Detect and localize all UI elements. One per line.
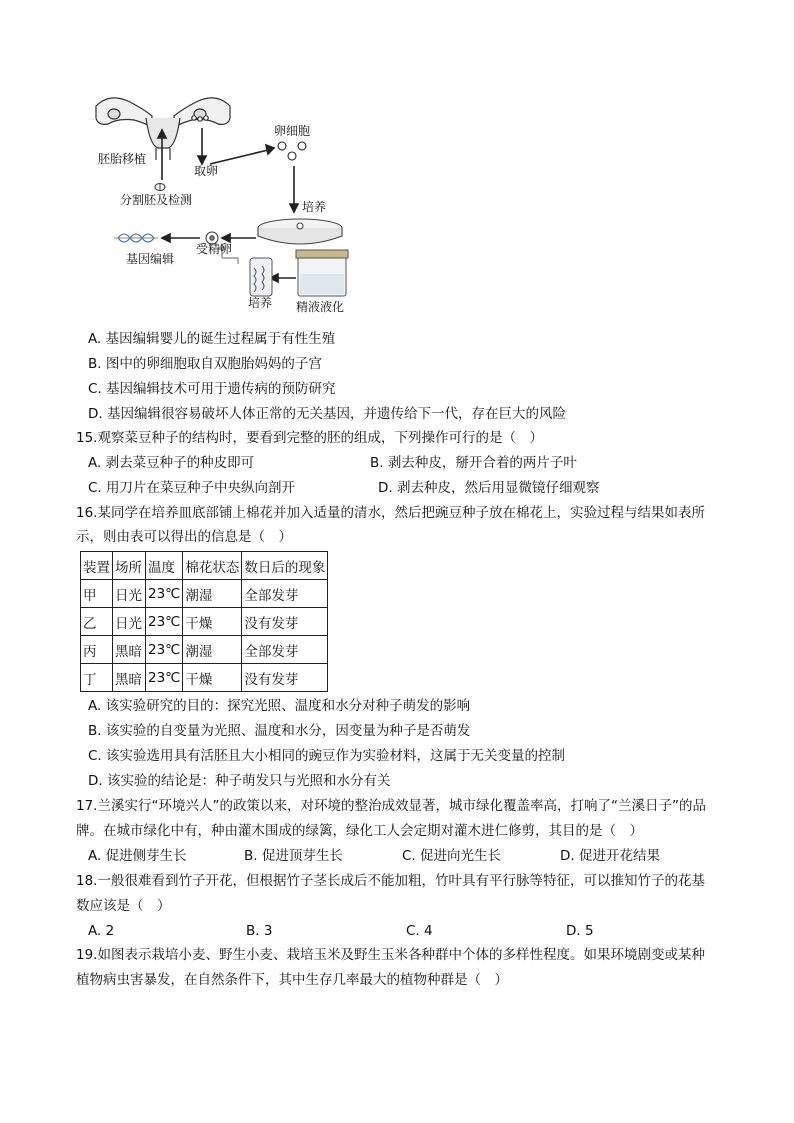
table-cell: 丁 — [81, 664, 113, 692]
table-row — [81, 664, 328, 692]
table-cell: 23℃ — [146, 636, 183, 664]
table-cell: 没有发芽 — [242, 664, 328, 692]
q17-option-d: D. 促进开花结果 — [560, 848, 660, 864]
q17-stem-line1: 17.兰溪实行“环境兴人”的政策以来，对环境的整治成效显著，城市绿化覆盖率高，打响了“兰溪日子”的品 — [76, 798, 706, 814]
label-culture-top: 培养 — [302, 200, 327, 214]
table-cell: 乙 — [81, 608, 113, 636]
table-cell: 日光 — [113, 608, 146, 636]
table-cell: 全部发芽 — [242, 580, 328, 608]
q15-stem: 15.观察菜豆种子的结构时，要看到完整的胚的组成，下列操作可行的是（ ） — [76, 430, 543, 446]
dna-strand — [114, 234, 158, 242]
label-gene-editing: 基因编辑 — [126, 252, 175, 266]
q17-option-b: B. 促进顶芽生长 — [244, 848, 343, 864]
petri-dish — [258, 219, 342, 244]
table-cell: 潮湿 — [183, 636, 242, 664]
label-embryo-transfer: 胚胎移植 — [98, 152, 147, 166]
table-cell: 黑暗 — [113, 636, 146, 664]
q15-option-c: C. 用刀片在菜豆种子中央纵向剖开 — [88, 480, 296, 496]
q19-stem-line2: 植物病虫害暴发，在自然条件下，其中生存几率最大的植物种群是（ ） — [76, 972, 508, 988]
table-cell: 甲 — [81, 580, 113, 608]
table-cell: 黑暗 — [113, 664, 146, 692]
table-cell: 23℃ — [146, 608, 183, 636]
q18-stem-line2: 数应该是（ ） — [76, 898, 171, 914]
table-row — [81, 636, 328, 664]
ivf-gene-editing-diagram — [90, 88, 380, 318]
label-egg-cells: 卵细胞 — [274, 124, 311, 138]
table-header: 装置 — [81, 552, 113, 580]
egg-cells — [278, 142, 306, 160]
q17-option-c: C. 促进向光生长 — [402, 848, 502, 864]
table-cell: 干燥 — [183, 608, 242, 636]
table-header-row — [81, 552, 328, 580]
q16-option-a: A. 该实验研究的目的：探究光照、温度和水分对种子萌发的影响 — [88, 698, 471, 714]
q16-option-b: B. 该实验的自变量为光照、温度和水分，因变量为种子是否萌发 — [88, 723, 471, 739]
q18-stem-line1: 18.一般很难看到竹子开花，但根据竹子茎长成后不能加粗，竹叶具有平行脉等特征，可以推知竹子的花基 — [76, 873, 705, 889]
table-cell: 丙 — [81, 636, 113, 664]
q19-stem-line1: 19.如图表示栽培小麦、野生小麦、栽培玉米及野生玉米各种群中个体的多样性程度。如果环境剧变或某种 — [76, 947, 705, 963]
q16-option-c: C. 该实验选用具有活胚且大小相同的豌豆作为实验材料，这属于无关变量的控制 — [88, 748, 566, 764]
q17-option-a: A. 促进侧芽生长 — [88, 848, 187, 864]
table-cell: 干燥 — [183, 664, 242, 692]
table-header: 场所 — [113, 552, 146, 580]
table-cell: 全部发芽 — [242, 636, 328, 664]
label-culture-bottom: 培养 — [248, 296, 273, 310]
table-cell: 23℃ — [146, 664, 183, 692]
q14-option-b: B. 图中的卵细胞取自双胞胎妈妈的子宫 — [88, 356, 322, 372]
label-egg-retrieval: 取卵 — [194, 164, 219, 178]
culture-tube — [250, 258, 272, 296]
table-row — [81, 580, 328, 608]
q16-stem-line2: 示，则由表可以得出的信息是（ ） — [76, 529, 292, 545]
table-header: 数日后的现象 — [242, 552, 328, 580]
q16-experiment-table — [80, 551, 328, 692]
table-row — [81, 608, 328, 636]
q17-stem-line2: 牌。在城市绿化中有，种由灌木围成的绿篱，绿化工人会定期对灌木进仁修剪，其目的是（ ） — [76, 823, 643, 839]
table-cell: 日光 — [113, 580, 146, 608]
q14-option-d: D. 基因编辑很容易破坏人体正常的无关基因，并遗传给下一代，存在巨大的风险 — [88, 406, 566, 422]
table-header: 棉花状态 — [183, 552, 242, 580]
split-embryo — [155, 184, 165, 191]
table-header: 温度 — [146, 552, 183, 580]
label-semen-liquefaction: 精液液化 — [296, 300, 345, 314]
q15-option-d: D. 剥去种皮，然后用显微镜仔细观察 — [378, 480, 600, 496]
label-split-embryo: 分割胚及检测 — [120, 193, 193, 207]
q18-option-c: C. 4 — [406, 923, 433, 939]
q16-option-d: D. 该实验的结论是：种子萌发只与光照和水分有关 — [88, 773, 391, 789]
table-cell: 潮湿 — [183, 580, 242, 608]
q15-option-b: B. 剥去种皮，掰开合着的两片子叶 — [370, 455, 577, 471]
semen-jar — [296, 250, 348, 296]
q15-option-a: A. 剥去菜豆种子的种皮即可 — [88, 455, 255, 471]
q16-stem-line1: 16.某同学在培养皿底部铺上棉花并加入适量的清水，然后把豌豆种子放在棉花上，实验过程与结果如表所 — [76, 505, 705, 521]
q14-option-a: A. 基因编辑婴儿的诞生过程属于有性生殖 — [88, 331, 336, 347]
q18-option-a: A. 2 — [88, 923, 115, 939]
table-cell: 没有发芽 — [242, 608, 328, 636]
q18-option-d: D. 5 — [566, 923, 594, 939]
label-fertilized-egg: 受精卵 — [196, 242, 233, 256]
q14-option-c: C. 基因编辑技术可用于遗传病的预防研究 — [88, 381, 336, 397]
q18-option-b: B. 3 — [246, 923, 273, 939]
table-cell: 23℃ — [146, 580, 183, 608]
